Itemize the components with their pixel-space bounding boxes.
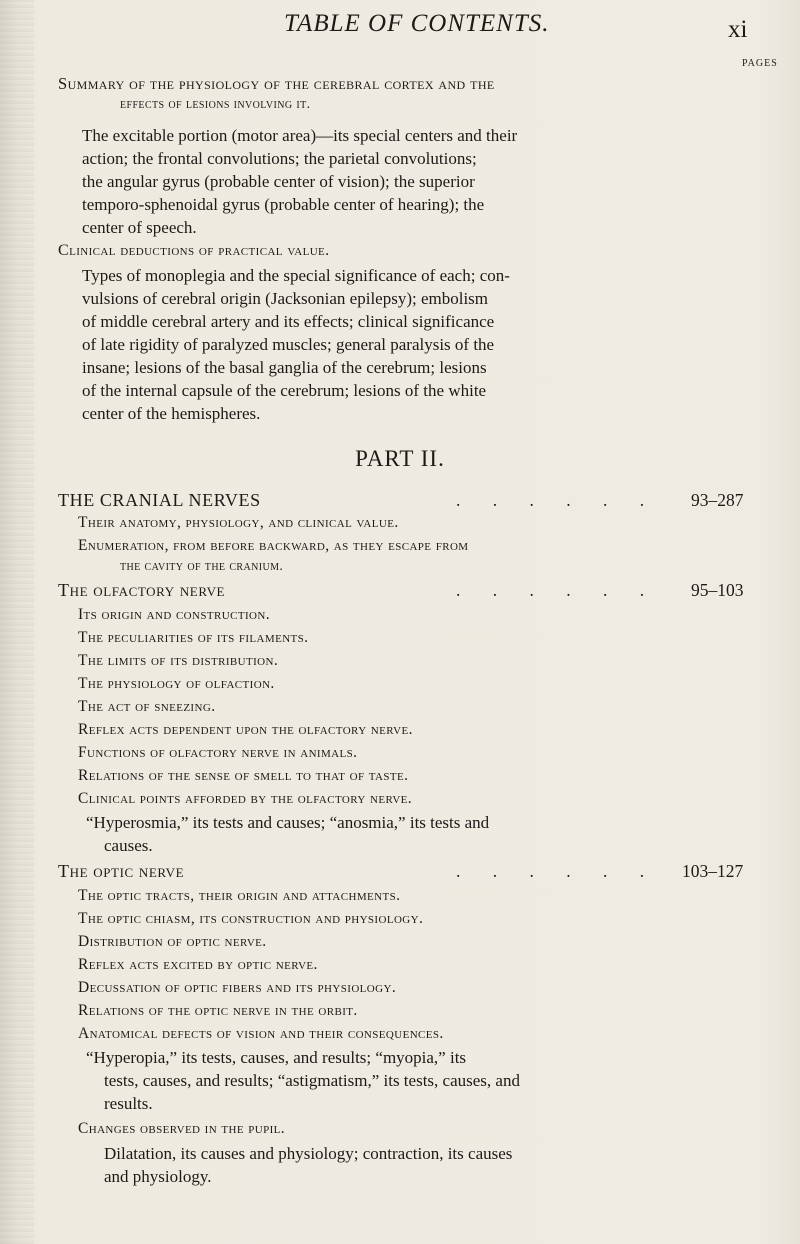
chapter-subtopic: The physiology of olfaction.: [78, 675, 275, 692]
chapter-entry-cranial-nerves[interactable]: [58, 490, 778, 514]
clinical-body-line: Types of monoplegia and the special significance of each; con-: [82, 266, 510, 285]
dot-leaders: . . . . . .: [456, 580, 659, 600]
chapter-subtopic: Its origin and construction.: [78, 606, 270, 623]
chapter-entry-optic-nerve[interactable]: [58, 861, 778, 885]
clinical-body-line: of middle cerebral artery and its effects; clinical significance: [82, 312, 495, 331]
chapter-subtopic: Functions of olfactory nerve in animals.: [78, 744, 358, 761]
chapter-subtopic-continuation: the cavity of the cranium.: [120, 559, 284, 574]
clinical-body-line: of late rigidity of paralyzed muscles; general paralysis of the: [82, 335, 495, 354]
chapter-subtopic: The act of sneezing.: [78, 698, 216, 715]
page-number: xi: [728, 16, 748, 43]
summary-body-line: action; the frontal convolutions; the parietal convolutions;: [82, 149, 477, 168]
chapter-entry-olfactory-nerve[interactable]: [58, 580, 778, 604]
chapter-body-line: causes.: [104, 836, 153, 855]
summary-body-line: The excitable portion (motor area)—its special centers and their: [82, 126, 518, 145]
running-title: TABLE OF CONTENTS.: [284, 10, 550, 37]
running-head: [0, 8, 800, 48]
chapter-body-line: Dilatation, its causes and physiology; contraction, its causes: [104, 1144, 513, 1163]
clinical-body-line: of the internal capsule of the cerebrum; lesions of the white: [82, 381, 487, 400]
chapter-body-line: tests, causes, and results; “astigmatism,” its tests, causes, and: [104, 1071, 520, 1090]
chapter-subtopic: Reflex acts excited by optic nerve.: [78, 956, 318, 973]
chapter-subtopic: Decussation of optic fibers and its physiology.: [78, 979, 397, 996]
chapter-subtopic: Relations of the sense of smell to that of taste.: [78, 767, 409, 784]
chapter-subtopic: The optic chiasm, its construction and physiology.: [78, 910, 424, 927]
summary-body-line: the angular gyrus (probable center of vision); the superior: [82, 172, 475, 191]
chapter-pages: 103–127: [682, 861, 744, 881]
chapter-subtopic: Clinical points afforded by the olfactory nerve.: [78, 790, 413, 807]
chapter-subtopic: Enumeration, from before backward, as they escape from: [78, 537, 469, 554]
chapter-body-line: “Hyperopia,” its tests, causes, and results; “myopia,” its: [86, 1048, 467, 1067]
chapter-subtopic: Relations of the optic nerve in the orbit.: [78, 1002, 358, 1019]
dot-leaders: . . . . . .: [456, 490, 659, 510]
summary-heading-continuation: effects of lesions involving it.: [120, 97, 311, 112]
chapter-subtopic: Their anatomy, physiology, and clinical value.: [78, 514, 399, 531]
chapter-body-line: “Hyperosmia,” its tests and causes; “anosmia,” its tests and: [86, 813, 490, 832]
chapter-subtopic: The optic tracts, their origin and attachments.: [78, 887, 401, 904]
chapter-body-line: results.: [104, 1094, 153, 1113]
summary-body-line: center of speech.: [82, 218, 197, 237]
chapter-subtopic: Distribution of optic nerve.: [78, 933, 267, 950]
chapter-pages: 93–287: [691, 490, 744, 510]
chapter-subtopic: The peculiarities of its filaments.: [78, 629, 309, 646]
clinical-body-line: insane; lesions of the basal ganglia of the cerebrum; lesions: [82, 358, 487, 377]
page-gutter-shadow: [0, 0, 34, 1244]
chapter-title: The optic nerve: [58, 861, 185, 881]
part-title: PART II.: [355, 446, 445, 471]
chapter-body-line: and physiology.: [104, 1167, 212, 1186]
clinical-heading: Clinical deductions of practical value.: [58, 242, 330, 259]
chapter-title: THE CRANIAL NERVES: [58, 490, 261, 510]
clinical-body-line: center of the hemispheres.: [82, 404, 261, 423]
chapter-subtopic: Reflex acts dependent upon the olfactory nerve.: [78, 721, 413, 738]
chapter-subtopic: Anatomical defects of vision and their consequences.: [78, 1025, 444, 1042]
chapter-pages: 95–103: [691, 580, 744, 600]
chapter-subtopic: The limits of its distribution.: [78, 652, 279, 669]
dot-leaders: . . . . . .: [456, 861, 659, 881]
summary-body-line: temporo-sphenoidal gyrus (probable center of hearing); the: [82, 195, 485, 214]
clinical-body-line: vulsions of cerebral origin (Jacksonian epilepsy); embolism: [82, 289, 489, 308]
pages-column-label: PAGES: [742, 58, 778, 69]
chapter-title: The olfactory nerve: [58, 580, 226, 600]
summary-heading: Summary of the physiology of the cerebral cortex and the: [58, 74, 495, 93]
chapter-subtopic: Changes observed in the pupil.: [78, 1120, 286, 1137]
